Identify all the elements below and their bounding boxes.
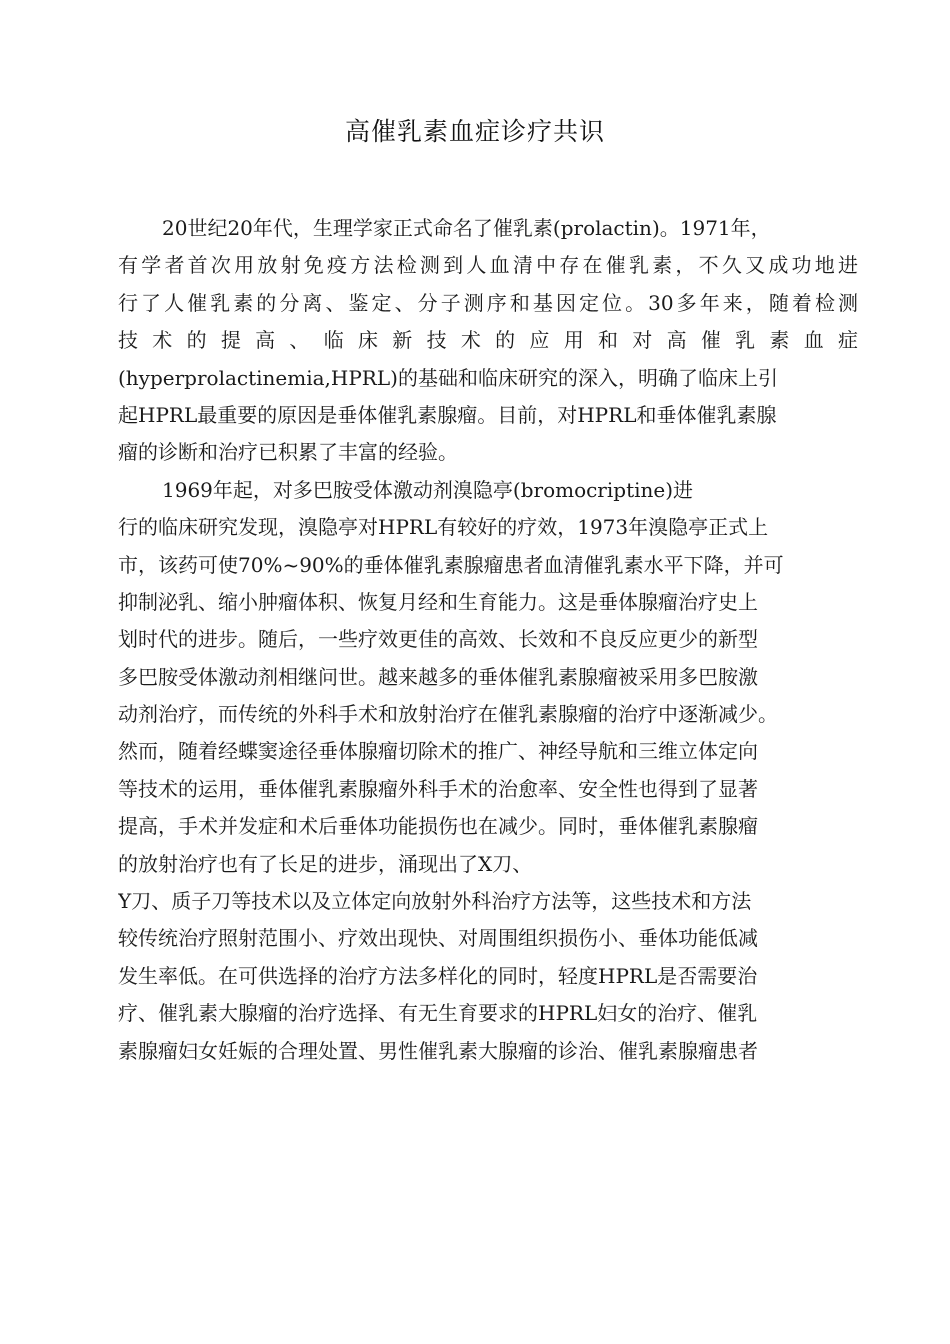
text-line: 瘤的诊断和治疗已积累了丰富的经验。 xyxy=(118,440,458,465)
text-line: 行的临床研究发现，溴隐亭对HPRL有较好的疗效，1973年溴隐亭正式上 xyxy=(118,515,769,540)
text-line: 市，该药可使70%~90%的垂体催乳素腺瘤患者血清催乳素水平下降，并可 xyxy=(118,552,784,577)
text-line: 行了人催乳素的分离、鉴定、分子测序和基因定位。30多年来，随着检测 xyxy=(118,290,858,315)
text-line: 划时代的进步。随后，一些疗效更佳的高效、长效和不良反应更少的新型 xyxy=(118,627,758,652)
text-line: 等技术的运用，垂体催乳素腺瘤外科手术的治愈率、安全性也得到了显著 xyxy=(118,776,758,801)
text-line: 起HPRL最重要的原因是垂体催乳素腺瘤。目前，对HPRL和垂体催乳素腺 xyxy=(118,402,777,427)
document-title: 高催乳素血症诊疗共识 xyxy=(344,117,605,146)
text-line: 1969年起，对多巴胺受体激动剂溴隐亭(bromocriptine)进 xyxy=(162,477,694,502)
text-line: 较传统治疗照射范围小、疗效出现快、对周围组织损伤小、垂体功能低减 xyxy=(118,926,758,951)
text-line: 提高，手术并发症和术后垂体功能损伤也在减少。同时，垂体催乳素腺瘤 xyxy=(118,814,758,839)
text-line: 疗、催乳素大腺瘤的治疗选择、有无生育要求的HPRL妇女的治疗、催乳 xyxy=(118,1001,758,1026)
text-line: 然而，随着经蝶窦途径垂体腺瘤切除术的推广、神经导航和三维立体定向 xyxy=(118,739,758,764)
text-line: 技术的提高、临床新技术的应用和对高催乳素血症 xyxy=(118,328,858,353)
text-line: 20世纪20年代，生理学家正式命名了催乳素(prolactin)。1971年， xyxy=(162,216,771,240)
text-line: 动剂治疗，而传统的外科手术和放射治疗在催乳素腺瘤的治疗中逐渐减少。 xyxy=(118,702,778,727)
text-line: 发生率低。在可供选择的治疗方法多样化的同时，轻度HPRL是否需要治 xyxy=(118,963,758,988)
text-line: 的放射治疗也有了长足的进步，涌现出了X刀、 xyxy=(118,851,533,876)
text-line: 有学者首次用放射免疫方法检测到人血清中存在催乳素，不久又成功地进 xyxy=(118,253,858,278)
text-line: (hyperprolactinemia,HPRL)的基础和临床研究的深入，明确了临床上引 xyxy=(118,365,778,390)
text-line: Y刀、质子刀等技术以及立体定向放射外科治疗方法等，这些技术和方法 xyxy=(118,889,752,914)
document-body xyxy=(118,210,858,1070)
text-line: 素腺瘤妇女妊娠的合理处置、男性催乳素大腺瘤的诊治、催乳素腺瘤患者 xyxy=(118,1038,758,1063)
text-line: 多巴胺受体激动剂相继问世。越来越多的垂体催乳素腺瘤被采用多巴胺激 xyxy=(118,664,758,689)
text-line: 抑制泌乳、缩小肿瘤体积、恢复月经和生育能力。这是垂体腺瘤治疗史上 xyxy=(118,589,758,614)
